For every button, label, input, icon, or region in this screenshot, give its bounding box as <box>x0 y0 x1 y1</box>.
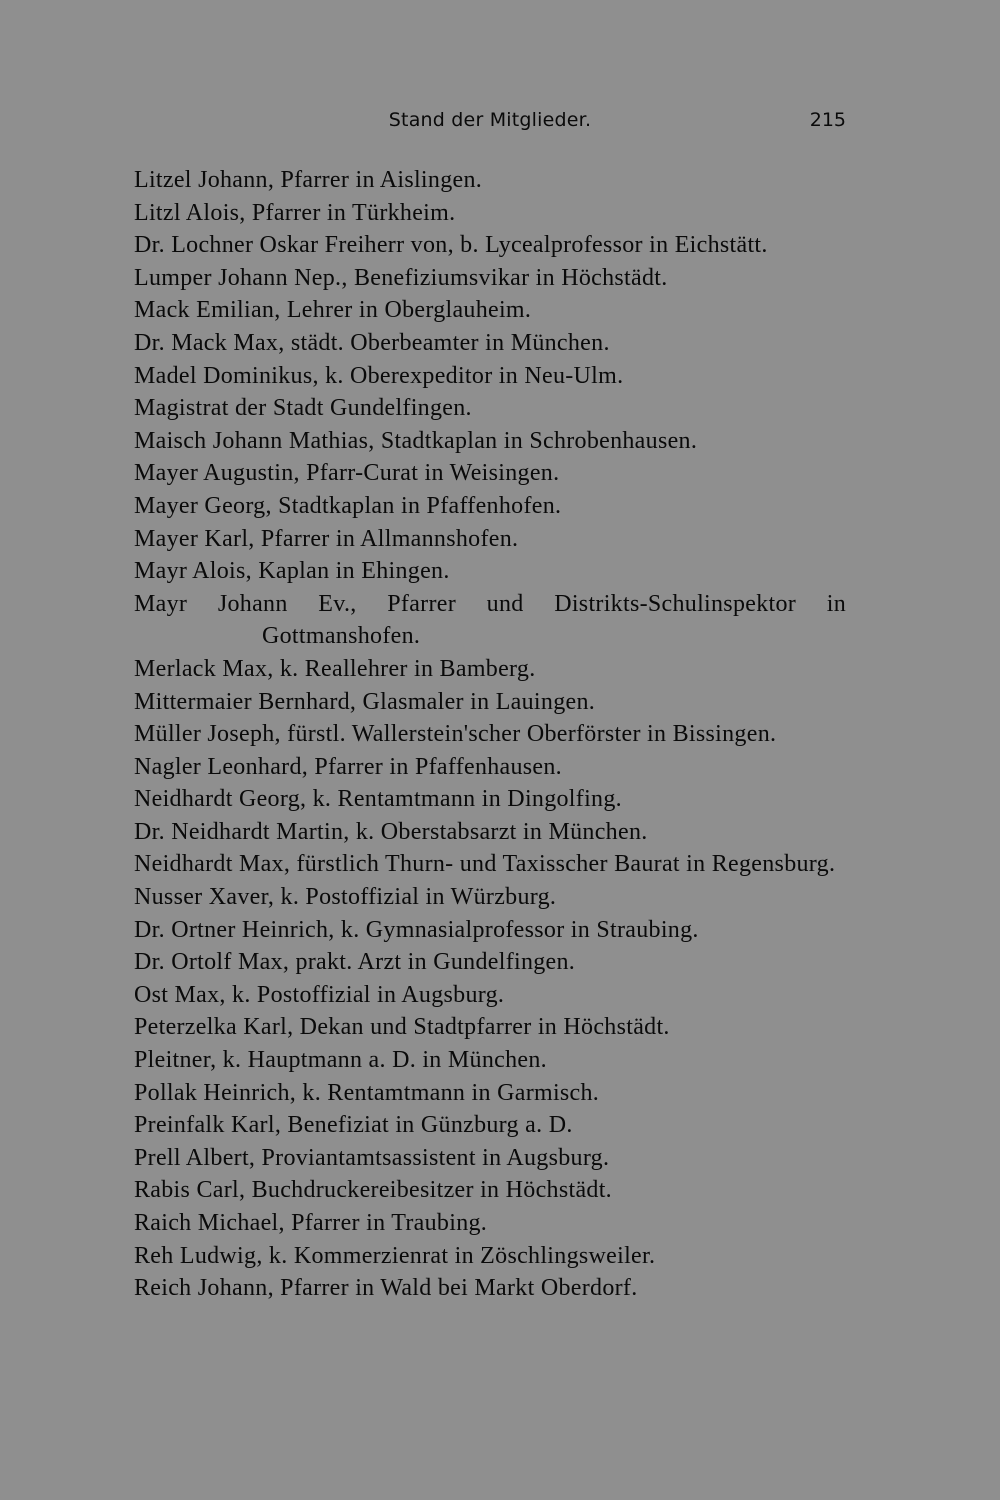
member-list <box>134 164 846 1305</box>
running-head <box>134 104 846 136</box>
member-entry: Neidhardt Max, fürstlich Thurn- und Taxisscher Baurat in Regensburg. <box>134 851 836 878</box>
member-entry: Reich Johann, Pfarrer in Wald bei Markt Oberdorf. <box>134 1275 638 1302</box>
member-entry: Müller Joseph, fürstl. Wallerstein'scher Oberförster in Bissingen. <box>134 721 777 748</box>
member-entry: Pleitner, k. Hauptmann a. D. in München. <box>134 1047 547 1074</box>
member-entry: Peterzelka Karl, Dekan und Stadtpfarrer in Höchstädt. <box>134 1014 670 1041</box>
member-entry: Dr. Neidhardt Martin, k. Oberstabsarzt in München. <box>134 818 648 845</box>
member-entry: Mack Emilian, Lehrer in Oberglauheim. <box>134 297 532 324</box>
member-entry: Madel Dominikus, k. Oberexpeditor in Neu-Ulm. <box>134 362 624 389</box>
member-entry: Nagler Leonhard, Pfarrer in Pfaffenhausen. <box>134 753 562 780</box>
member-entry: Pollak Heinrich, k. Rentamtmann in Garmisch. <box>134 1079 600 1106</box>
member-entry: Mayr Johann Ev., Pfarrer und Distrikts-Schulinspektor in Gottmanshofen. <box>134 590 846 650</box>
page-title: Stand der Mitglieder. <box>388 109 592 131</box>
member-entry: Litzl Alois, Pfarrer in Türkheim. <box>134 199 456 226</box>
member-entry: Lumper Johann Nep., Benefiziumsvikar in Höchstädt. <box>134 264 668 291</box>
member-entry: Maisch Johann Mathias, Stadtkaplan in Schrobenhausen. <box>134 427 698 454</box>
member-entry: Ost Max, k. Postoffizial in Augsburg. <box>134 981 505 1008</box>
member-entry: Rabis Carl, Buchdruckereibesitzer in Höchstädt. <box>134 1177 612 1204</box>
member-entry: Raich Michael, Pfarrer in Traubing. <box>134 1210 488 1236</box>
member-entry: Neidhardt Georg, k. Rentamtmann in Dingolfing. <box>134 786 622 813</box>
member-entry: Mayr Alois, Kaplan in Ehingen. <box>134 558 450 585</box>
member-entry: Mayer Karl, Pfarrer in Allmannshofen. <box>134 525 519 552</box>
member-entry: Merlack Max, k. Reallehrer in Bamberg. <box>134 655 536 682</box>
member-entry: Nusser Xaver, k. Postoffizial in Würzburg. <box>134 884 557 911</box>
member-entry: Reh Ludwig, k. Kommerzienrat in Zöschlingsweiler. <box>134 1242 656 1269</box>
member-entry: Magistrat der Stadt Gundelfingen. <box>134 395 472 422</box>
member-entry: Mittermaier Bernhard, Glasmaler in Lauingen. <box>134 688 596 715</box>
member-entry: Prell Albert, Proviantamtsassistent in Augsburg. <box>134 1144 610 1171</box>
member-entry: Dr. Mack Max, städt. Oberbeamter in München. <box>134 329 610 356</box>
member-entry: Mayer Augustin, Pfarr-Curat in Weisingen. <box>134 460 560 487</box>
member-entry: Dr. Lochner Oskar Freiherr von, b. Lycealprofessor in Eichstätt. <box>134 232 768 259</box>
member-entry: Preinfalk Karl, Benefiziat in Günzburg a. D. <box>134 1112 573 1139</box>
member-entry: Litzel Johann, Pfarrer in Aislingen. <box>134 167 483 193</box>
member-entry: Mayer Georg, Stadtkaplan in Pfaffenhofen. <box>134 492 562 519</box>
member-entry: Dr. Ortolf Max, prakt. Arzt in Gundelfingen. <box>134 949 576 976</box>
member-entry: Dr. Ortner Heinrich, k. Gymnasialprofessor in Straubing. <box>134 916 699 943</box>
page-number: 215 <box>809 109 846 131</box>
